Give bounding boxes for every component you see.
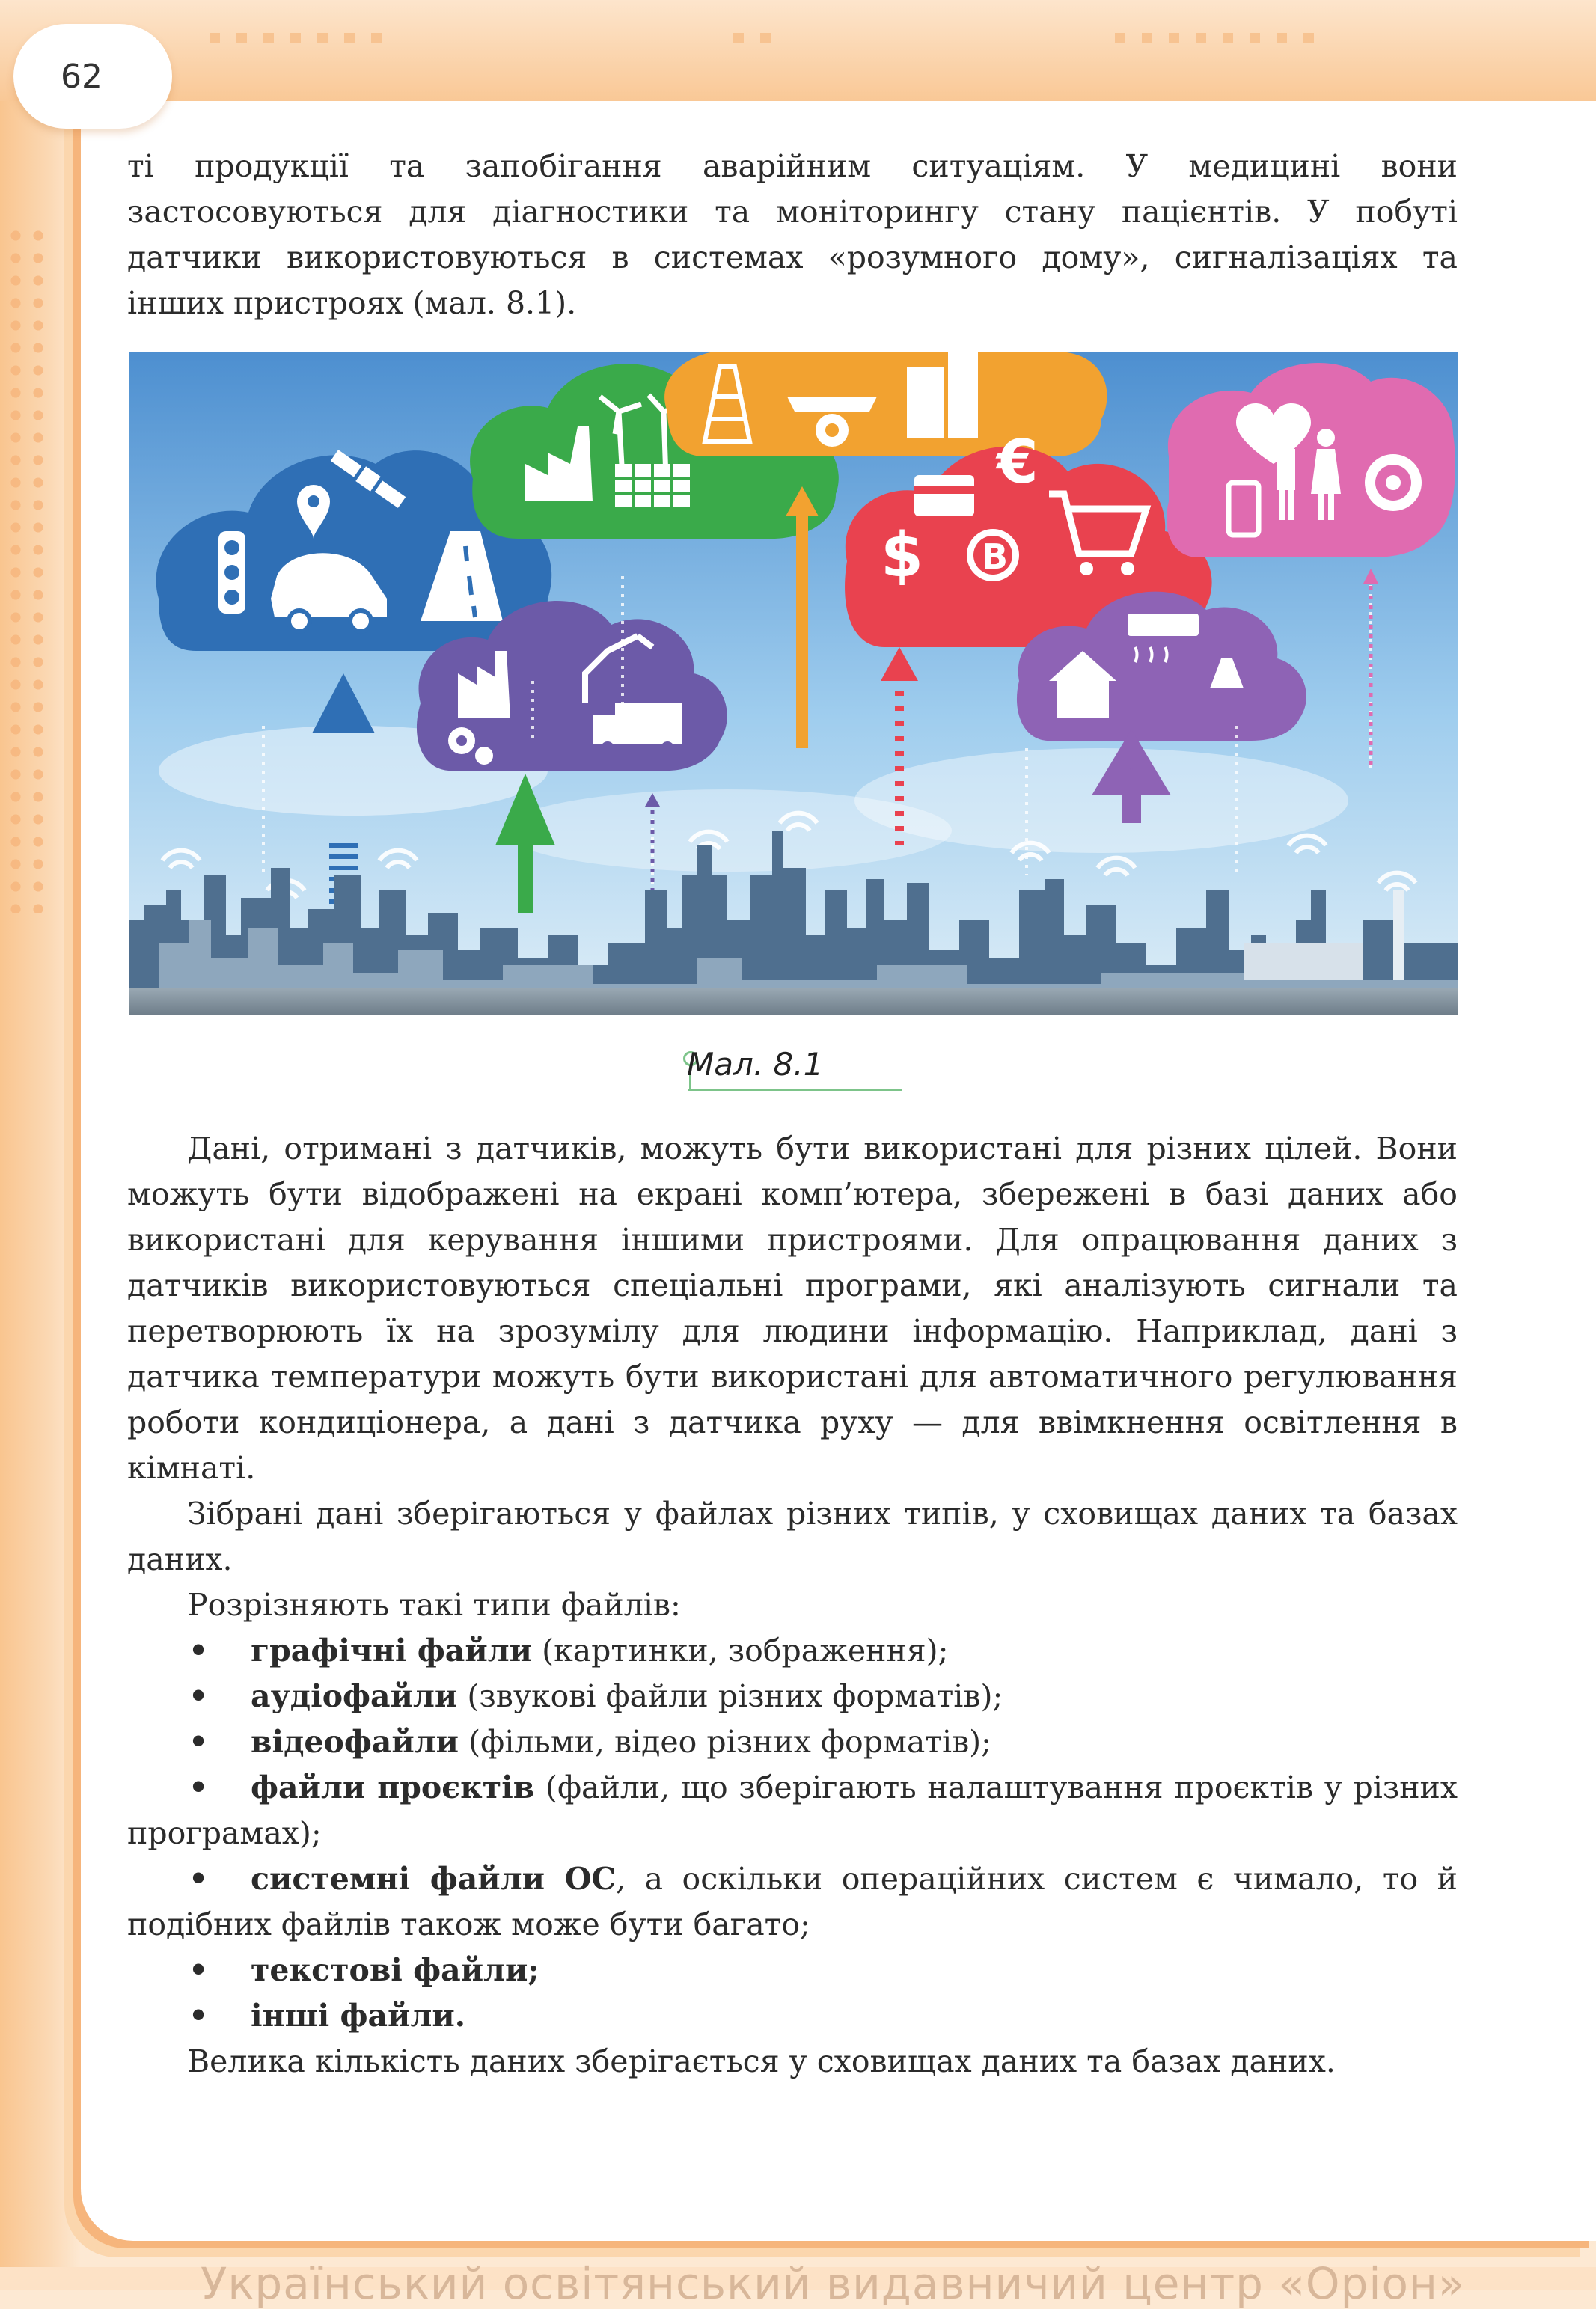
decor-side-dots (4, 224, 49, 913)
paragraph-text: ті продукції та запобігання аварійним ситуаціям. У медицині вони застосовуються для діагностики та моніторингу стану пацієнтів. У побуті датчики використовуються в системах «розумного дому», сигналізаціях та інших пристроях (мал. 8.1). (127, 148, 1458, 321)
credit-card-icon (914, 475, 974, 516)
decor-dots (733, 33, 771, 43)
page-number-badge (13, 24, 172, 129)
decor-dots (210, 33, 382, 43)
list-item: • відеофайли (фільми, відео різних форматів); (127, 1719, 1458, 1765)
utilities-cloud (664, 352, 1107, 456)
paragraph-text: Зібрані дані зберігаються у файлах різних типів, у сховищах даних та базах даних. (127, 1496, 1458, 1577)
file-types-list (127, 1628, 1458, 2039)
truck-icon (615, 703, 682, 744)
camera-icon (787, 397, 877, 412)
paragraph-text: Розрізняють такі типи файлів: (187, 1587, 681, 1623)
list-item: • системні файли ОС, а оскільки операційних систем є чимало, то й подібних файлів також може бути багато; (127, 1856, 1458, 1948)
paragraph-text: Дані, отримані з датчиків, можуть бути використані для різних цілей. Вони можуть бути відображені на екрані комп’ютера, збережені в базі даних або використані для керування іншими пристроями. Для опрацювання даних з датчиків використовуються спеціальні програми, які аналізують сигнали та перетворюють їх на зрозумілу для людини інформацію. Наприклад, дані з датчика температури можуть бути використані для автоматичного регулювання роботи кондиціонера, а дані з датчика руху — для ввімкнення освітлення в кімнаті. (127, 1131, 1458, 1486)
list-item: • аудіофайли (звукові файли різних форматів); (127, 1674, 1458, 1719)
page-number: 62 (61, 57, 103, 96)
main-text (127, 1126, 1458, 2085)
paragraph-intro (127, 144, 1458, 326)
list-item: • файли проєктів (файли, що зберігають налаштування проєктів у різних програмах); (127, 1765, 1458, 1856)
euro-icon: € (997, 427, 1039, 497)
smart-city-svg (129, 352, 1458, 1015)
air-conditioner-icon (1128, 614, 1199, 636)
figure-smart-city-illustration (129, 352, 1458, 1015)
svg-text:B: B (982, 536, 1009, 577)
family-icon (1277, 429, 1295, 447)
decor-dots (1115, 33, 1314, 43)
page-top-band (0, 0, 1596, 101)
figure-caption: Мал. 8.1 (687, 1046, 824, 1083)
paragraph-text: Велика кількість даних зберігається у сховищах даних та базах даних. (187, 2043, 1336, 2079)
list-item: • графічні файли (картинки, зображення); (127, 1628, 1458, 1674)
dollar-icon: $ (881, 520, 924, 591)
building-icon (907, 367, 944, 438)
list-item: • текстові файли; (127, 1948, 1458, 1993)
publisher-footer: Український освітянський видавничий центр «Оріон» (201, 2258, 1466, 2309)
caption-underline (688, 1089, 902, 1091)
list-item: • інші файли. (127, 1993, 1458, 2039)
